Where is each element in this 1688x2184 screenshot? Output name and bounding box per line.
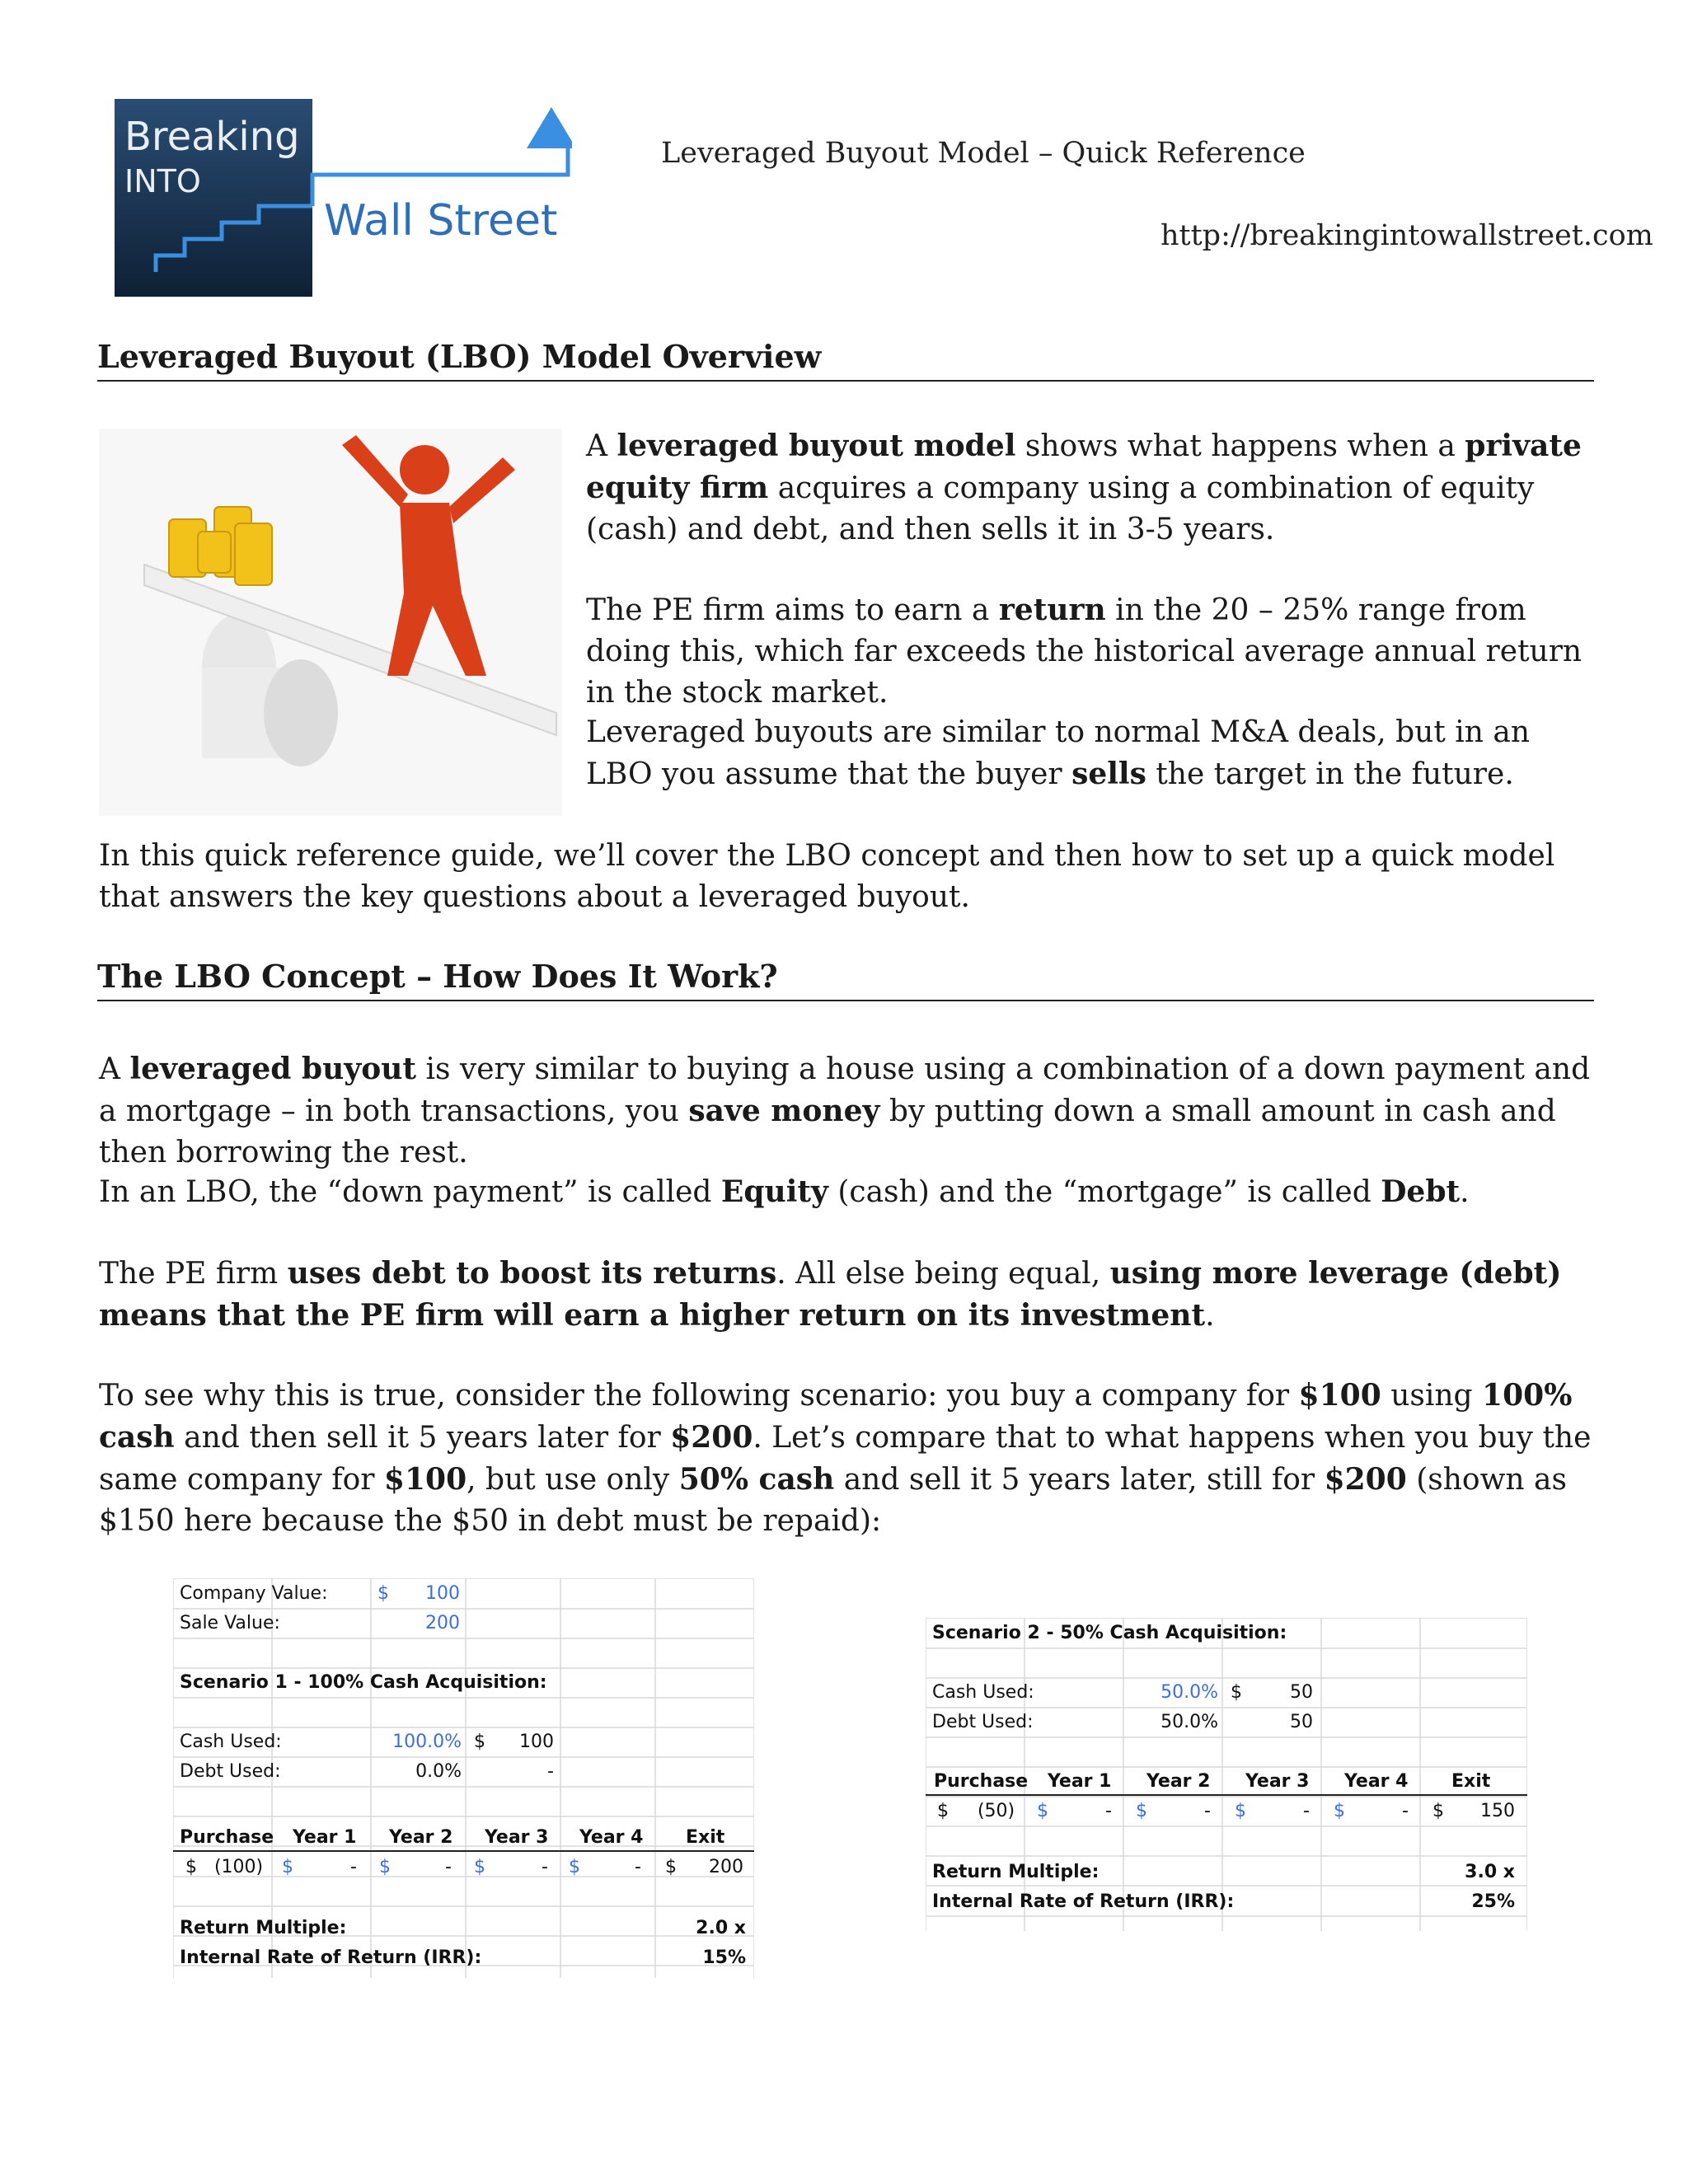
scenario-2-table <box>926 1618 1527 1931</box>
website-url[interactable]: http://breakingintowallstreet.com <box>1160 219 1653 252</box>
exit-amount: 200 <box>709 1857 743 1877</box>
s2-year-4-value: - <box>1402 1801 1409 1821</box>
overview-paragraph-2: The PE firm aims to earn a return in the 20 – 25% range from doing this, which far exceeds the historical average annual return in the stock market. <box>586 593 1582 710</box>
year-1-value: - <box>350 1857 357 1877</box>
scenario-1-title: Scenario 1 - 100% Cash Acquisition: <box>180 1672 547 1693</box>
s2-cash-used-percent[interactable]: 50.0% <box>1160 1682 1218 1703</box>
s2-year-1-symbol: $ <box>1037 1801 1048 1821</box>
document-title: Leveraged Buyout Model – Quick Reference <box>661 137 1306 170</box>
return-multiple-value: 2.0 x <box>696 1918 746 1938</box>
s2-header-year-2: Year 2 <box>1146 1771 1211 1792</box>
s2-header-year-3: Year 3 <box>1245 1771 1310 1792</box>
sale-value-label: Sale Value: <box>180 1613 280 1633</box>
cash-used-symbol: $ <box>474 1732 485 1752</box>
breaking-into-wall-street-logo <box>115 99 572 297</box>
company-value[interactable]: 100 <box>425 1583 460 1604</box>
s2-debt-used-percent: 50.0% <box>1160 1712 1218 1732</box>
company-value-label: Company Value: <box>180 1583 328 1604</box>
cash-used-amount: 100 <box>519 1732 554 1752</box>
year-4-symbol: $ <box>569 1857 580 1877</box>
year-1-symbol: $ <box>282 1857 293 1877</box>
cash-used-percent[interactable]: 100.0% <box>392 1732 462 1752</box>
seesaw-illustration <box>99 429 562 816</box>
s2-header-year-4: Year 4 <box>1344 1771 1409 1792</box>
section-heading-overview: Leveraged Buyout (LBO) Model Overview <box>97 338 1594 382</box>
cash-used-label: Cash Used: <box>180 1732 282 1752</box>
concept-paragraph-2: In an LBO, the “down payment” is called Equity (cash) and the “mortgage” is called Debt. <box>99 1174 1470 1209</box>
concept-paragraph-3: The PE firm uses debt to boost its returns. All else being equal, using more leverage (debt) means that the PE firm will earn a higher return on its investment. <box>99 1256 1562 1333</box>
s2-cash-used-symbol: $ <box>1231 1682 1242 1703</box>
header-year-1: Year 1 <box>293 1827 357 1848</box>
irr-label: Internal Rate of Return (IRR): <box>180 1947 482 1968</box>
s2-return-multiple-label: Return Multiple: <box>932 1862 1100 1882</box>
s2-exit-amount: 150 <box>1480 1801 1515 1821</box>
s2-debt-used-amount: 50 <box>1290 1712 1313 1732</box>
logo-line-1: Breaking <box>124 114 300 160</box>
s2-return-multiple-value: 3.0 x <box>1465 1862 1515 1882</box>
s2-header-exit: Exit <box>1451 1771 1491 1792</box>
s2-year-2-symbol: $ <box>1136 1801 1147 1821</box>
s2-header-purchase: Purchase <box>934 1771 1029 1792</box>
year-4-value: - <box>635 1857 641 1877</box>
s2-year-2-value: - <box>1204 1801 1211 1821</box>
section-heading-lbo-concept: The LBO Concept – How Does It Work? <box>97 958 1594 1001</box>
year-3-value: - <box>542 1857 548 1877</box>
overview-paragraph-1: A leveraged buyout model shows what happens when a private equity firm acquires a company using a combination of equity (cash) and debt, and then sells it in 3-5 years. <box>586 429 1582 546</box>
s2-cash-used-label: Cash Used: <box>932 1682 1034 1703</box>
header-purchase: Purchase <box>180 1827 274 1848</box>
s2-purchase-amount: $ (50) <box>937 1801 1015 1821</box>
year-2-symbol: $ <box>379 1857 391 1877</box>
s2-header-underline <box>926 1794 1527 1796</box>
s2-year-1-value: - <box>1105 1801 1112 1821</box>
concept-paragraph-1: A leveraged buyout is very similar to buying a house using a combination of a down payment and a mortgage – in both transactions, you save money by putting down a small amount in cash and then borrowing the rest. <box>99 1052 1591 1169</box>
s2-year-3-symbol: $ <box>1235 1801 1246 1821</box>
s2-debt-used-label: Debt Used: <box>932 1712 1034 1732</box>
exit-symbol: $ <box>665 1857 677 1877</box>
s2-irr-label: Internal Rate of Return (IRR): <box>932 1891 1235 1912</box>
header-exit: Exit <box>686 1827 725 1848</box>
debt-used-label: Debt Used: <box>180 1761 281 1782</box>
header-year-2: Year 2 <box>389 1827 453 1848</box>
year-3-symbol: $ <box>474 1857 485 1877</box>
s2-irr-value: 25% <box>1471 1891 1515 1912</box>
s2-year-4-symbol: $ <box>1334 1801 1345 1821</box>
s2-cash-used-amount: 50 <box>1290 1682 1313 1703</box>
concept-paragraph-4: To see why this is true, consider the following scenario: you buy a company for $100 using 100% cash and then sell it 5 years later for $200. Let’s compare that to what happens when you buy the same company for $100, but use only 50% cash and sell it 5 years later, still for $200 (shown as $150 here because the $50 in debt must be repaid): <box>99 1378 1592 1538</box>
scenario-1-table <box>173 1578 754 1978</box>
header-year-3: Year 3 <box>485 1827 549 1848</box>
debt-used-amount: - <box>547 1761 554 1782</box>
purchase-amount: $ (100) <box>185 1857 264 1877</box>
header-year-4: Year 4 <box>579 1827 644 1848</box>
overview-paragraph-4: In this quick reference guide, we’ll cover the LBO concept and then how to set up a quick model that answers the key questions about a leveraged buyout. <box>99 839 1555 914</box>
scenario-2-title: Scenario 2 - 50% Cash Acquisition: <box>932 1623 1287 1643</box>
logo-line-3: Wall Street <box>324 196 558 246</box>
s2-header-year-1: Year 1 <box>1048 1771 1112 1792</box>
debt-used-percent: 0.0% <box>415 1761 462 1782</box>
overview-paragraph-3: Leveraged buyouts are similar to normal M&A deals, but in an LBO you assume that the buyer sells the target in the future. <box>586 715 1531 791</box>
header-underline <box>173 1850 754 1852</box>
return-multiple-label: Return Multiple: <box>180 1918 347 1938</box>
irr-value: 15% <box>702 1947 746 1968</box>
year-2-value: - <box>445 1857 452 1877</box>
s2-exit-symbol: $ <box>1432 1801 1444 1821</box>
company-value-symbol: $ <box>377 1583 389 1604</box>
logo-line-2: INTO <box>124 163 201 199</box>
sale-value[interactable]: 200 <box>425 1613 460 1633</box>
s2-year-3-value: - <box>1303 1801 1310 1821</box>
